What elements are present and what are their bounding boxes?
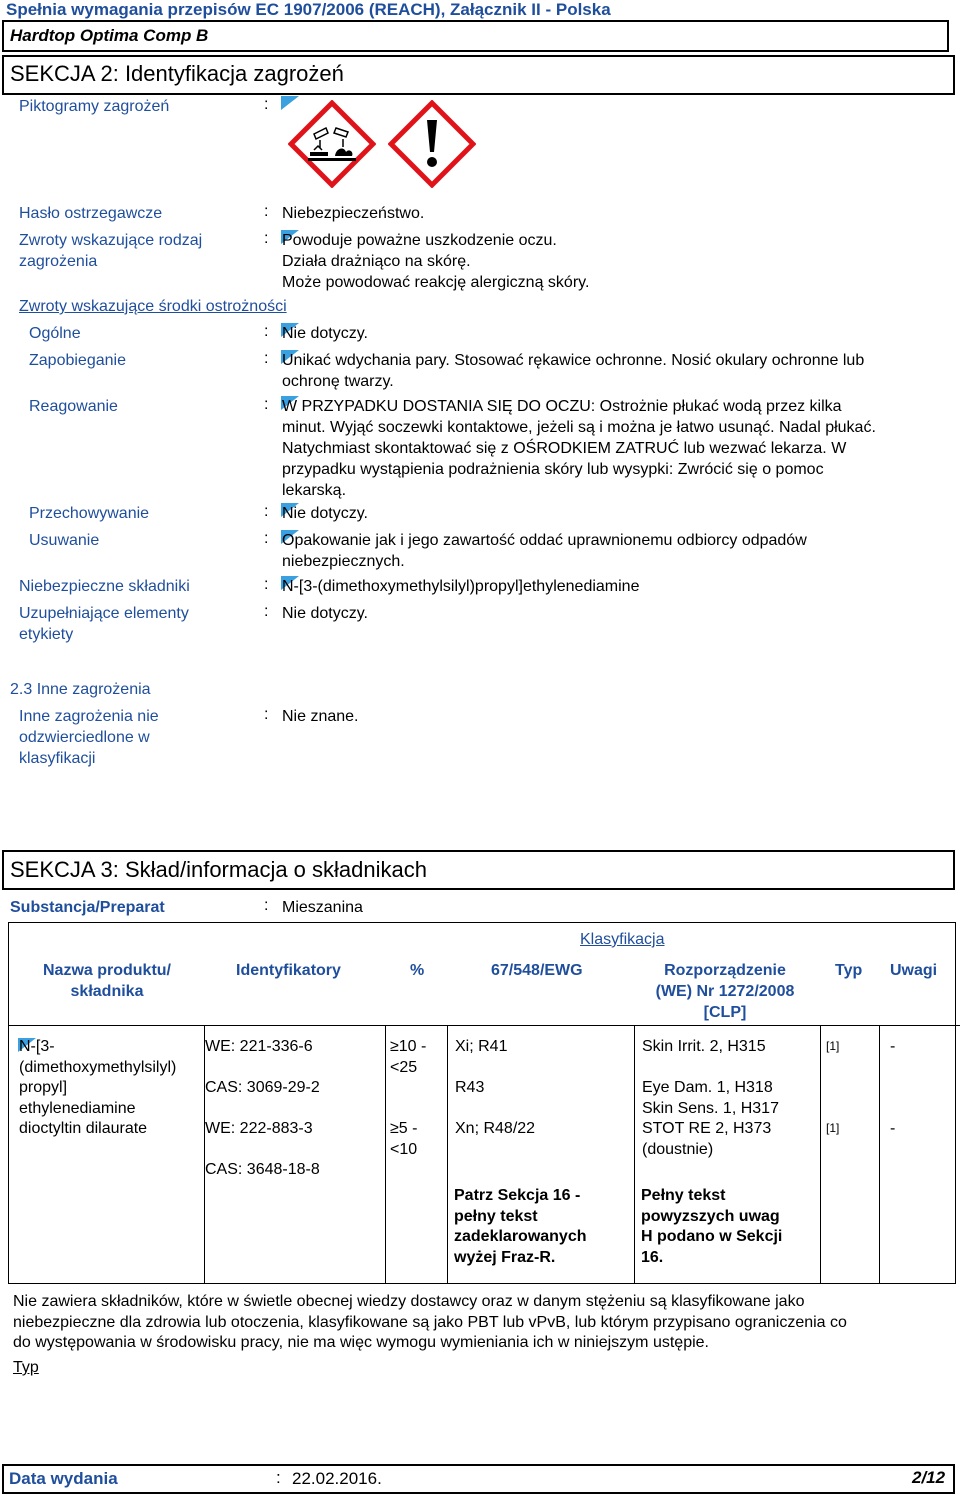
classification-header: Klasyfikacja	[580, 931, 665, 948]
hazard-statements-label: Zwroty wskazujące rodzaj zagrożenia	[19, 232, 203, 270]
row2-clp: STOT RE 2, H373 (doustnie)	[642, 1120, 772, 1158]
prevention-value: Unikać wdychania pary. Stosować rękawice ochronne. Nosić okulary ochronne lub ochronę twarzy.	[282, 352, 865, 390]
product-name: Hardtop Optima Comp B	[10, 26, 209, 45]
signal-word-label: Hasło ostrzegawcze	[19, 205, 163, 222]
storage-label: Przechowywanie	[29, 505, 150, 522]
precautionary-label: Zwroty wskazujące środki ostrożności	[19, 298, 287, 315]
col-divider	[634, 1025, 635, 1284]
issue-date-value: 22.02.2016.	[292, 1469, 382, 1488]
table-header-divider	[8, 1025, 960, 1026]
supplemental-value: Nie dotyczy.	[282, 605, 368, 622]
row2-name: dioctyltin dilaurate	[19, 1120, 148, 1137]
clp-footnote: Pełny tekst powyzszych uwag H podano w Sekcji 16.	[641, 1187, 783, 1266]
col-divider	[447, 1025, 448, 1284]
col-clp-header: Rozporządzenie (WE) Nr 1272/2008 [CLP]	[655, 962, 795, 1021]
colon: :	[264, 350, 269, 367]
colon: :	[264, 706, 269, 723]
row1-pct: ≥10 - <25	[390, 1038, 427, 1076]
general-value: Nie dotyczy.	[282, 325, 368, 342]
exclamation-icon	[388, 100, 476, 188]
substance-value: Mieszanina	[282, 899, 363, 916]
colon: :	[264, 897, 269, 914]
section3-title: SEKCJA 3: Skład/informacja o składnikach	[10, 857, 427, 882]
col-name-header: Nazwa produktu/ składnika	[42, 962, 171, 1000]
row1-ids: WE: 221-336-6 CAS: 3069-29-2	[205, 1038, 320, 1096]
colon: :	[264, 396, 269, 413]
section2-title: SEKCJA 2: Identyfikacja zagrożeń	[10, 61, 344, 86]
supplemental-label: Uzupełniające elementy etykiety	[19, 605, 189, 643]
col-pct-header: %	[410, 962, 425, 979]
colon: :	[264, 96, 269, 113]
footer-box	[2, 1464, 955, 1494]
col-divider	[879, 1025, 880, 1284]
other-hazards-label: Inne zagrożenia nie odzwierciedlone w klasyfikacji	[19, 708, 159, 767]
storage-value: Nie dotyczy.	[282, 505, 368, 522]
disposal-value: Opakowanie jak i jego zawartość oddać uprawnionemu odbiorcy odpadów niebezpiecznych.	[282, 532, 807, 570]
colon: :	[276, 1468, 281, 1487]
issue-date-label: Data wydania	[9, 1469, 118, 1488]
row1-eec: Xi; R41 R43	[455, 1038, 508, 1096]
colon: :	[264, 323, 269, 340]
other-hazards-title: 2.3 Inne zagrożenia	[10, 681, 151, 698]
colon: :	[264, 530, 269, 547]
row2-eec: Xn; R48/22	[455, 1120, 536, 1137]
composition-note: Nie zawiera składników, które w świetle obecnej wiedzy dostawcy oraz w danym stężeniu są klasyfikowane jako niebezpieczne dla zdrowia lub otoczenia, klasyfikowane są jako PBT lub vPvB, lub którym przypisano ograniczenia co do występowania w środowisku pracy, nie ma więc wymogu wymieniania ich w niniejszym ustępie.	[13, 1293, 847, 1351]
other-hazards-value: Nie znane.	[282, 708, 359, 725]
col-divider	[385, 1025, 386, 1284]
colon: :	[264, 576, 269, 593]
row1-type: [1]	[826, 1039, 840, 1053]
row2-notes: -	[890, 1120, 896, 1137]
signal-word-value: Niebezpieczeństwo.	[282, 205, 425, 222]
row1-clp: Skin Irrit. 2, H315 Eye Dam. 1, H318 Skin Sens. 1, H317	[642, 1038, 779, 1117]
pictograms-label: Piktogramy zagrożeń	[19, 98, 170, 115]
row1-notes: -	[890, 1038, 896, 1055]
prevention-label: Zapobieganie	[29, 352, 126, 369]
col-eec-header: 67/548/EWG	[491, 962, 583, 979]
hazard-statements-value: Powoduje poważne uszkodzenie oczu. Działa drażniąco na skórę. Może powodować reakcję alergiczną skóry.	[282, 232, 590, 291]
hazardous-ingredients-label: Niebezpieczne składniki	[19, 578, 190, 595]
row2-type: [1]	[826, 1121, 840, 1135]
type-link[interactable]: Typ	[13, 1359, 39, 1376]
row2-pct: ≥5 - <10	[390, 1120, 418, 1158]
row1-name: N-[3- (dimethoxymethylsilyl) propyl] ethylenediamine	[19, 1038, 177, 1117]
colon: :	[264, 203, 269, 220]
col-notes-header: Uwagi	[890, 962, 938, 979]
colon: :	[264, 603, 269, 620]
response-label: Reagowanie	[29, 398, 118, 415]
colon: :	[264, 503, 269, 520]
general-label: Ogólne	[29, 325, 81, 342]
regulation-header: Spełnia wymagania przepisów EC 1907/2006 (REACH), Załącznik II - Polska	[6, 0, 611, 19]
col-divider	[820, 1025, 821, 1284]
response-value: W PRZYPADKU DOSTANIA SIĘ DO OCZU: Ostrożnie płukać wodą przez kilka minut. Wyjąć soczewki kontaktowe, jeżeli są i można je łatwo usunąć. Nadal płukać. Natychmiast skontaktować się z OŚRODKIEM ZATRUĆ lub wezwać lekarza. W przypadku wystąpienia podrażnienia skóry lub wysypki: Zwrócić się o pomoc lekarską.	[282, 398, 876, 499]
col-type-header: Typ	[835, 962, 863, 979]
row2-ids: WE: 222-883-3 CAS: 3648-18-8	[205, 1120, 320, 1178]
disposal-label: Usuwanie	[29, 532, 100, 549]
colon: :	[264, 230, 269, 247]
corrosion-icon	[288, 100, 376, 188]
eec-footnote: Patrz Sekcja 16 - pełny tekst zadeklarowanych wyżej Fraz-R.	[454, 1187, 587, 1266]
col-ids-header: Identyfikatory	[236, 962, 341, 979]
substance-label: Substancja/Preparat	[10, 899, 165, 916]
hazardous-ingredients-value: N-[3-(dimethoxymethylsilyl)propyl]ethylenediamine	[282, 578, 640, 595]
page-number: 2/12	[912, 1468, 946, 1487]
